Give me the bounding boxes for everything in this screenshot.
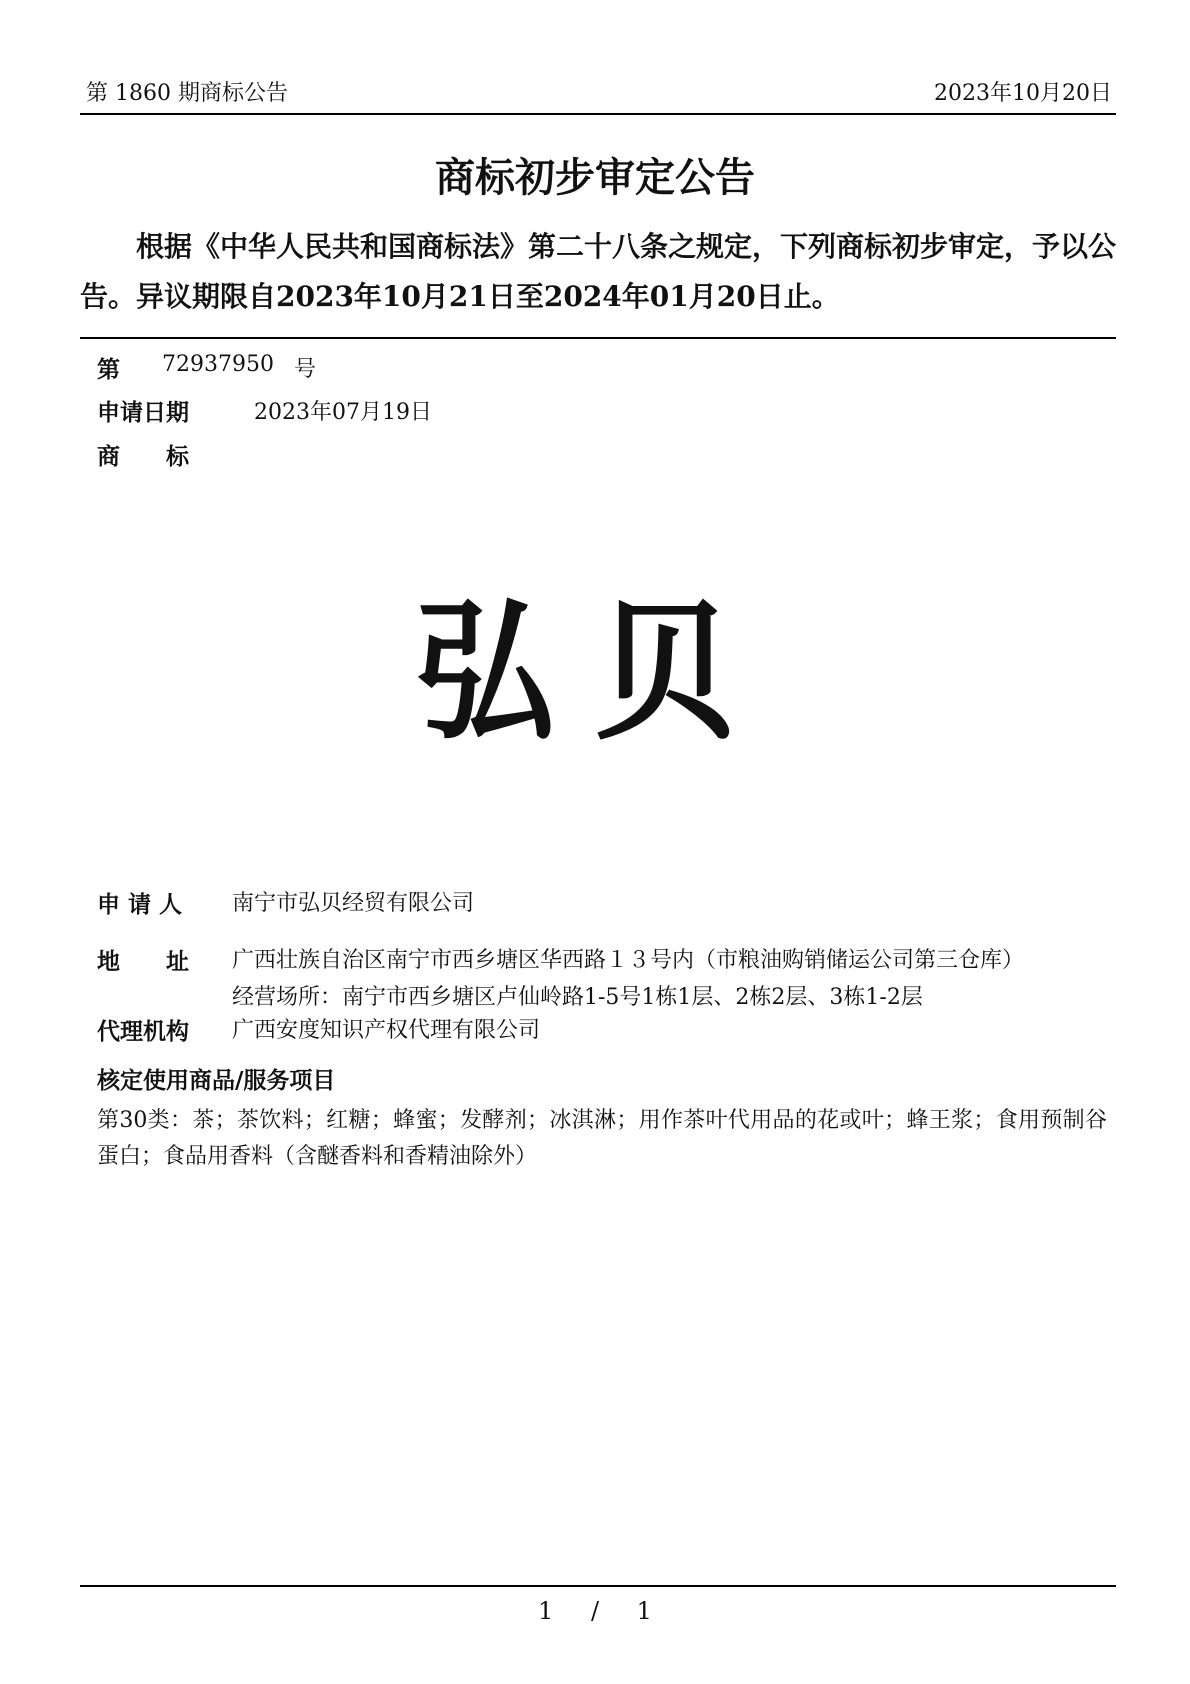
number-suffix: 号 [294,357,317,382]
application-date: 2023年07月19日 [254,400,432,425]
publication-date: 2023年10月20日 [934,81,1112,106]
address-label: 地 址 [97,949,189,975]
number-prefix: 第 [97,357,120,383]
agent-name: 广西安度知识产权代理有限公司 [232,1018,541,1043]
address-line-2: 经营场所：南宁市西乡塘区卢仙岭路1-5号1栋1层、2栋2层、3栋1-2层 [232,985,923,1010]
trademark-label: 商 标 [97,444,189,470]
goods-services-label: 核定使用商品/服务项目 [97,1068,336,1094]
applicant-name: 南宁市弘贝经贸有限公司 [232,891,475,916]
goods-services-list: 第30类：茶；茶饮料；红糖；蜂蜜；发酵剂；冰淇淋；用作茶叶代用品的花或叶；蜂王浆；食用预制谷蛋白；食品用香料（含醚香料和香精油除外） [97,1108,1107,1169]
trademark-number: 72937950 [162,352,274,377]
applicant-label: 申 请 人 [97,892,183,918]
page-title: 商标初步审定公告 [435,154,755,201]
page-number: 1 / 1 [538,1597,652,1625]
section-divider [80,337,1116,339]
footer-divider [80,1585,1116,1587]
header-divider [80,113,1116,115]
announcement-intro: 根据《中华人民共和国商标法》第二十八条之规定，下列商标初步审定，予以公告。异议期限自2023年10月21日至2024年01月20日止。 [80,230,1117,313]
application-date-label: 申请日期 [97,400,189,426]
trademark-text: 弘贝 [414,584,775,762]
trademark-image [0,560,1190,761]
address-line-1: 广西壮族自治区南宁市西乡塘区华西路１３号内（市粮油购销储运公司第三仓库） [232,948,1025,973]
issue-number: 第 1860 期商标公告 [86,81,288,106]
agent-label: 代理机构 [97,1019,189,1045]
